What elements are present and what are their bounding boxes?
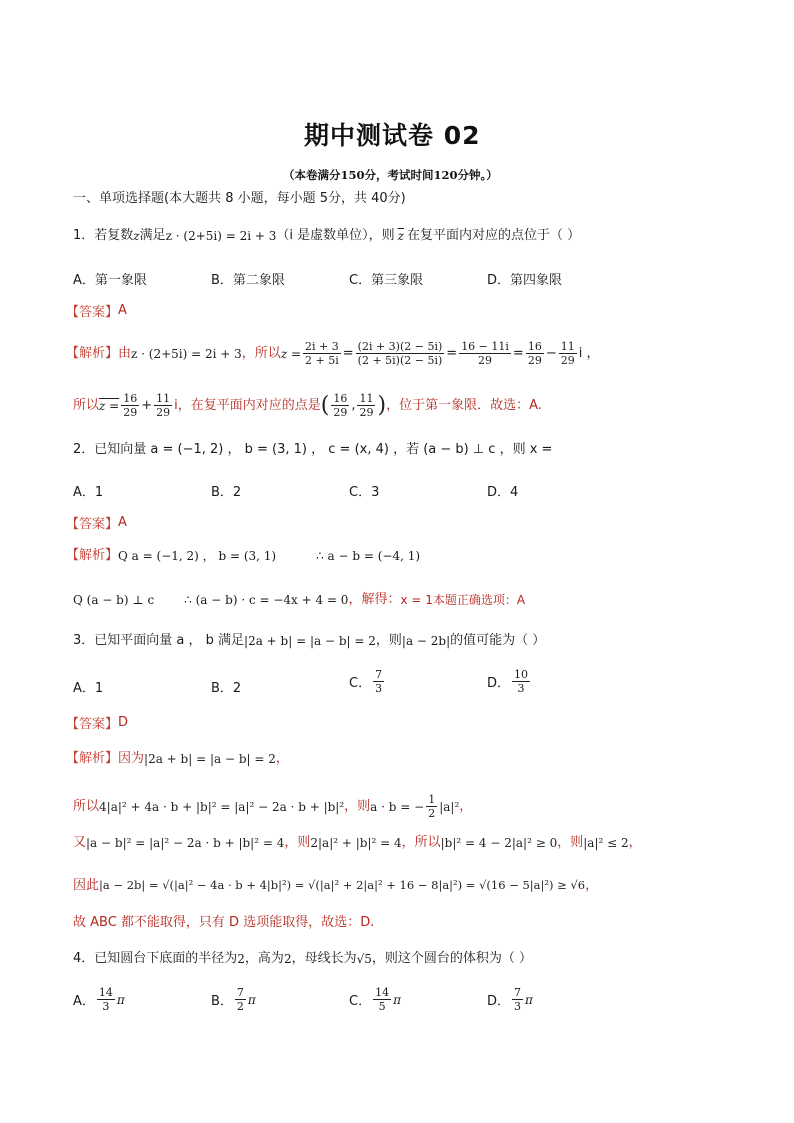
frac-den: 29 [333, 406, 348, 419]
q3-stem-b: |2a + b| = |a − b| = 2 [244, 633, 376, 648]
q3-stem-a: 3．已知平面向量 a ， b 满足 [73, 633, 245, 648]
q3-l3-b: |a − b|² = |a|² − 2a · b + |b|² = 4 [86, 835, 285, 850]
q1-stem-g: 在复平面内对应的点位于（ ） [406, 228, 581, 243]
q3-l4-a: 因此 [73, 878, 100, 893]
q3-l3-g: ，则 [557, 835, 584, 850]
q2-l2-b: ∴ (a − b) · c = −4x + 4 = 0 [184, 592, 349, 607]
pi-symbol: π [116, 992, 125, 1007]
q1-frac-5 [559, 340, 577, 367]
q1-option-b: B．第二象限 [211, 273, 285, 288]
q3-analysis-line-5: 故 ABC 都不能取得，只有 D 选项能取得，故选：D. [73, 915, 375, 930]
q1-frac-7 [154, 392, 172, 419]
q1-frac-6 [121, 392, 139, 419]
question-1-stem [73, 229, 580, 242]
q1-answer [66, 301, 127, 320]
q2-l2-c: ，解得： [348, 592, 401, 607]
answer-tag: 【答案】 [66, 517, 119, 532]
question-4-stem [73, 952, 532, 965]
q1-frac-3 [459, 340, 511, 367]
q3-option-d [487, 668, 532, 695]
frac-num: 7 [375, 668, 383, 681]
q2-l1-a: Q a = (−1, 2) ， b = (3, 1) [118, 548, 277, 563]
q3-option-d-frac [512, 668, 530, 695]
frac-num: 16 − 11i [461, 340, 509, 353]
q3-l1-b: |2a + b| = |a − b| = 2 [144, 751, 276, 766]
q1-option-a: A．第一象限 [73, 273, 147, 288]
frac-den: 2 + 5i [305, 354, 339, 367]
q2-analysis-line-2 [73, 593, 525, 606]
frac-den: 29 [123, 406, 138, 419]
q3-option-c-frac [373, 668, 384, 695]
q1-stem-e: （i 是虚数单位），则 [276, 228, 395, 243]
section-heading: 一、单项选择题(本大题共 8 小题，每小题 5分，共 40分) [73, 191, 406, 206]
q4-option-d [487, 986, 533, 1013]
q2-option-d: D．4 [487, 485, 519, 500]
q3-analysis-line-3 [73, 836, 642, 849]
frac-den: 29 [359, 406, 374, 419]
q1-analysis-line-2: 所以 z = $\frac{16}{29}$ + $\frac{11}{29}$ i，在复平面内对应的点是 ( $\frac{16}{29}$ , $\frac{11}{29}$ ) ，位于第一象限．故选：A. [73, 392, 542, 419]
q2-l2-a: Q (a − b) ⊥ c [73, 592, 155, 607]
frac-num: 7 [514, 986, 522, 999]
pi-symbol: π [247, 992, 256, 1007]
frac-num: 2i + 3 [305, 340, 339, 353]
analysis-tag: 【解析】 [66, 346, 119, 361]
q1-l1-e: i ， [578, 346, 600, 361]
q4-option-d-frac [512, 986, 523, 1013]
option-label: A． [73, 994, 95, 1009]
q1-stem-c: 满足 [139, 228, 166, 243]
frac-den: 29 [560, 354, 575, 367]
q4-option-a-frac [97, 986, 115, 1013]
page-title: 期中测试卷 02 [304, 121, 481, 150]
q1-l2-zbar: z = [99, 398, 120, 413]
q1-option-d: D．第四象限 [487, 273, 563, 288]
q3-l1-a: 因为 [118, 751, 145, 766]
q1-frac-2 [356, 340, 445, 367]
frac-den: 2 [428, 807, 436, 820]
q3-option-c [349, 668, 386, 695]
frac-num: 1 [428, 793, 436, 806]
q4-option-c-frac [373, 986, 391, 1013]
q3-option-a: A．1 [73, 681, 104, 696]
answer-tag: 【答案】 [66, 305, 119, 320]
q4-option-a [73, 986, 125, 1013]
question-2-stem: 2．已知向量 a = (−1, 2) ， b = (3, 1) ， c = (x, 4) ，若 (a − b) ⊥ c ，则 x = [73, 442, 553, 457]
q3-l2-d: a · b = − [370, 799, 425, 814]
q3-answer [66, 713, 128, 732]
q1-stem-z: z [133, 228, 140, 243]
q1-stem-a: 1．若复数 [73, 228, 134, 243]
q4-stem-a: 4．已知圆台下底面的半径为 [73, 951, 238, 966]
q1-frac-1 [303, 340, 341, 367]
q1-l1-eq: z · (2+5i) = 2i + 3 [131, 346, 242, 361]
analysis-tag: 【解析】 [66, 751, 119, 766]
q3-l3-d: 2|a|² + |b|² = 4 [310, 835, 402, 850]
frac-den: 3 [514, 1000, 522, 1013]
pi-symbol: π [393, 992, 401, 1007]
q1-frac-9 [357, 392, 375, 419]
q3-analysis-line-2 [73, 793, 472, 820]
frac-den: 2 [236, 1000, 244, 1013]
frac-num: 11 [560, 340, 575, 353]
q3-l3-h: |a|² ≤ 2 [583, 835, 629, 850]
q1-option-c: C．第三象限 [349, 273, 424, 288]
frac-num: 16 [333, 392, 348, 405]
q1-l2-a: 所以 [73, 398, 100, 413]
q4-stem-c: ，高为 [244, 951, 284, 966]
frac-num: 11 [156, 392, 171, 405]
frac-num: 7 [236, 986, 244, 999]
q1-l1-z: z = [280, 346, 302, 361]
q3-analysis-line-4 [73, 879, 598, 892]
q1-l2-c: i，在复平面内对应的点是 [174, 398, 321, 413]
q3-l2-b: 4|a|² + 4a · b + |b|² = |a|² − 2a · b + |b|² [99, 799, 345, 814]
frac-den: 3 [517, 682, 525, 695]
frac-den: 3 [102, 1000, 110, 1013]
q1-frac-4 [526, 340, 544, 367]
q3-l4-c: ， [585, 878, 599, 893]
q3-l1-c: ， [275, 751, 289, 766]
frac-den: (2 + 5i)(2 − 5i) [357, 354, 443, 367]
q4-stem-d: 2 [283, 951, 292, 966]
q2-option-c: C．3 [349, 485, 380, 500]
q3-l2-frac [426, 793, 437, 820]
pi-symbol: π [525, 992, 533, 1007]
q4-option-c [349, 986, 401, 1013]
q2-analysis-line-1 [66, 549, 420, 562]
q3-l3-i: ， [628, 835, 642, 850]
q1-l2-d: ，位于第一象限．故选：A. [386, 398, 542, 413]
frac-num: (2i + 3)(2 − 5i) [357, 340, 443, 353]
frac-den: 5 [378, 1000, 386, 1013]
q2-option-a: A．1 [73, 485, 104, 500]
q3-l2-f: ， [459, 799, 473, 814]
frac-den: 29 [156, 406, 171, 419]
q3-stem-e: 的值可能为（ ） [450, 633, 546, 648]
q3-l2-c: ，则 [344, 799, 371, 814]
q3-l4-b: |a − 2b| = √(|a|² − 4a · b + 4|b|²) = √(|a|² + 2|a|² + 16 − 8|a|²) = √(16 − 5|a|²) ≥ √6 [99, 877, 586, 892]
option-label: C． [349, 994, 372, 1009]
q4-option-b [211, 986, 256, 1013]
q3-analysis-line-1 [66, 752, 289, 765]
answer-tag: 【答案】 [66, 717, 119, 732]
frac-num: 14 [98, 986, 113, 999]
q4-option-b-frac [235, 986, 246, 1013]
frac-num: 10 [514, 668, 529, 681]
q1-l1-c: ，所以 [241, 346, 281, 361]
q1-stem-zbar: $\overline{z}$ [397, 228, 404, 243]
frac-den: 29 [478, 354, 493, 367]
analysis-tag: 【解析】 [66, 548, 119, 563]
frac-num: 16 [527, 340, 542, 353]
option-label: B． [211, 994, 233, 1009]
question-3-stem [73, 634, 545, 647]
q1-stem-eq: z · (2+5i) = 2i + 3 [165, 228, 277, 243]
option-label: D． [487, 676, 511, 691]
q3-l3-a: 又 [73, 835, 87, 850]
q4-stem-g: ，则这个圆台的体积为（ ） [371, 951, 533, 966]
option-label: D． [487, 994, 511, 1009]
q2-l1-b: ∴ a − b = (−4, 1) [316, 548, 421, 563]
q3-l3-e: ，所以 [401, 835, 441, 850]
frac-num: 14 [375, 986, 390, 999]
page-subtitle: （本卷满分150分，考试时间120分钟。） [283, 168, 498, 182]
q4-stem-e: ，母线长为 [291, 951, 357, 966]
frac-num: 16 [123, 392, 138, 405]
q3-l3-c: ，则 [284, 835, 311, 850]
frac-den: 3 [375, 682, 383, 695]
option-label: C． [349, 676, 372, 691]
q2-option-b: B．2 [211, 485, 242, 500]
q3-answer-value: D [118, 715, 129, 730]
q3-stem-d: |a − 2b| [401, 633, 451, 648]
q2-answer [66, 513, 127, 532]
q1-analysis-line-1: 【解析】 由 z · (2+5i) = 2i + 3 ，所以 z = $\frac{2i + 3}{2 + 5i}$ = $\frac{(2i + 3)(2 - 5i)}{(2 + 5i)(2 - 5i)}$ = $\frac{16 - 11i}{29}$ = $\frac{16}{29}$ − $\frac{11}{29}$ i ， [66, 340, 600, 367]
q1-frac-8 [331, 392, 349, 419]
q3-l2-a: 所以 [73, 799, 100, 814]
q2-l2-d: x = 1本题正确选项：A [400, 592, 526, 607]
q3-option-b: B．2 [211, 681, 242, 696]
q1-answer-value: A [118, 303, 127, 318]
frac-den: 29 [527, 354, 542, 367]
q2-answer-value: A [118, 515, 127, 530]
q1-l1-a: 由 [118, 346, 132, 361]
frac-num: 11 [359, 392, 374, 405]
q3-l3-f: |b|² = 4 − 2|a|² ≥ 0 [440, 835, 558, 850]
q3-l2-e: |a|² [439, 799, 460, 814]
q4-stem-b: 2 [237, 951, 245, 966]
q4-stem-f: √5 [356, 951, 372, 966]
q3-stem-c: ，则 [375, 633, 402, 648]
